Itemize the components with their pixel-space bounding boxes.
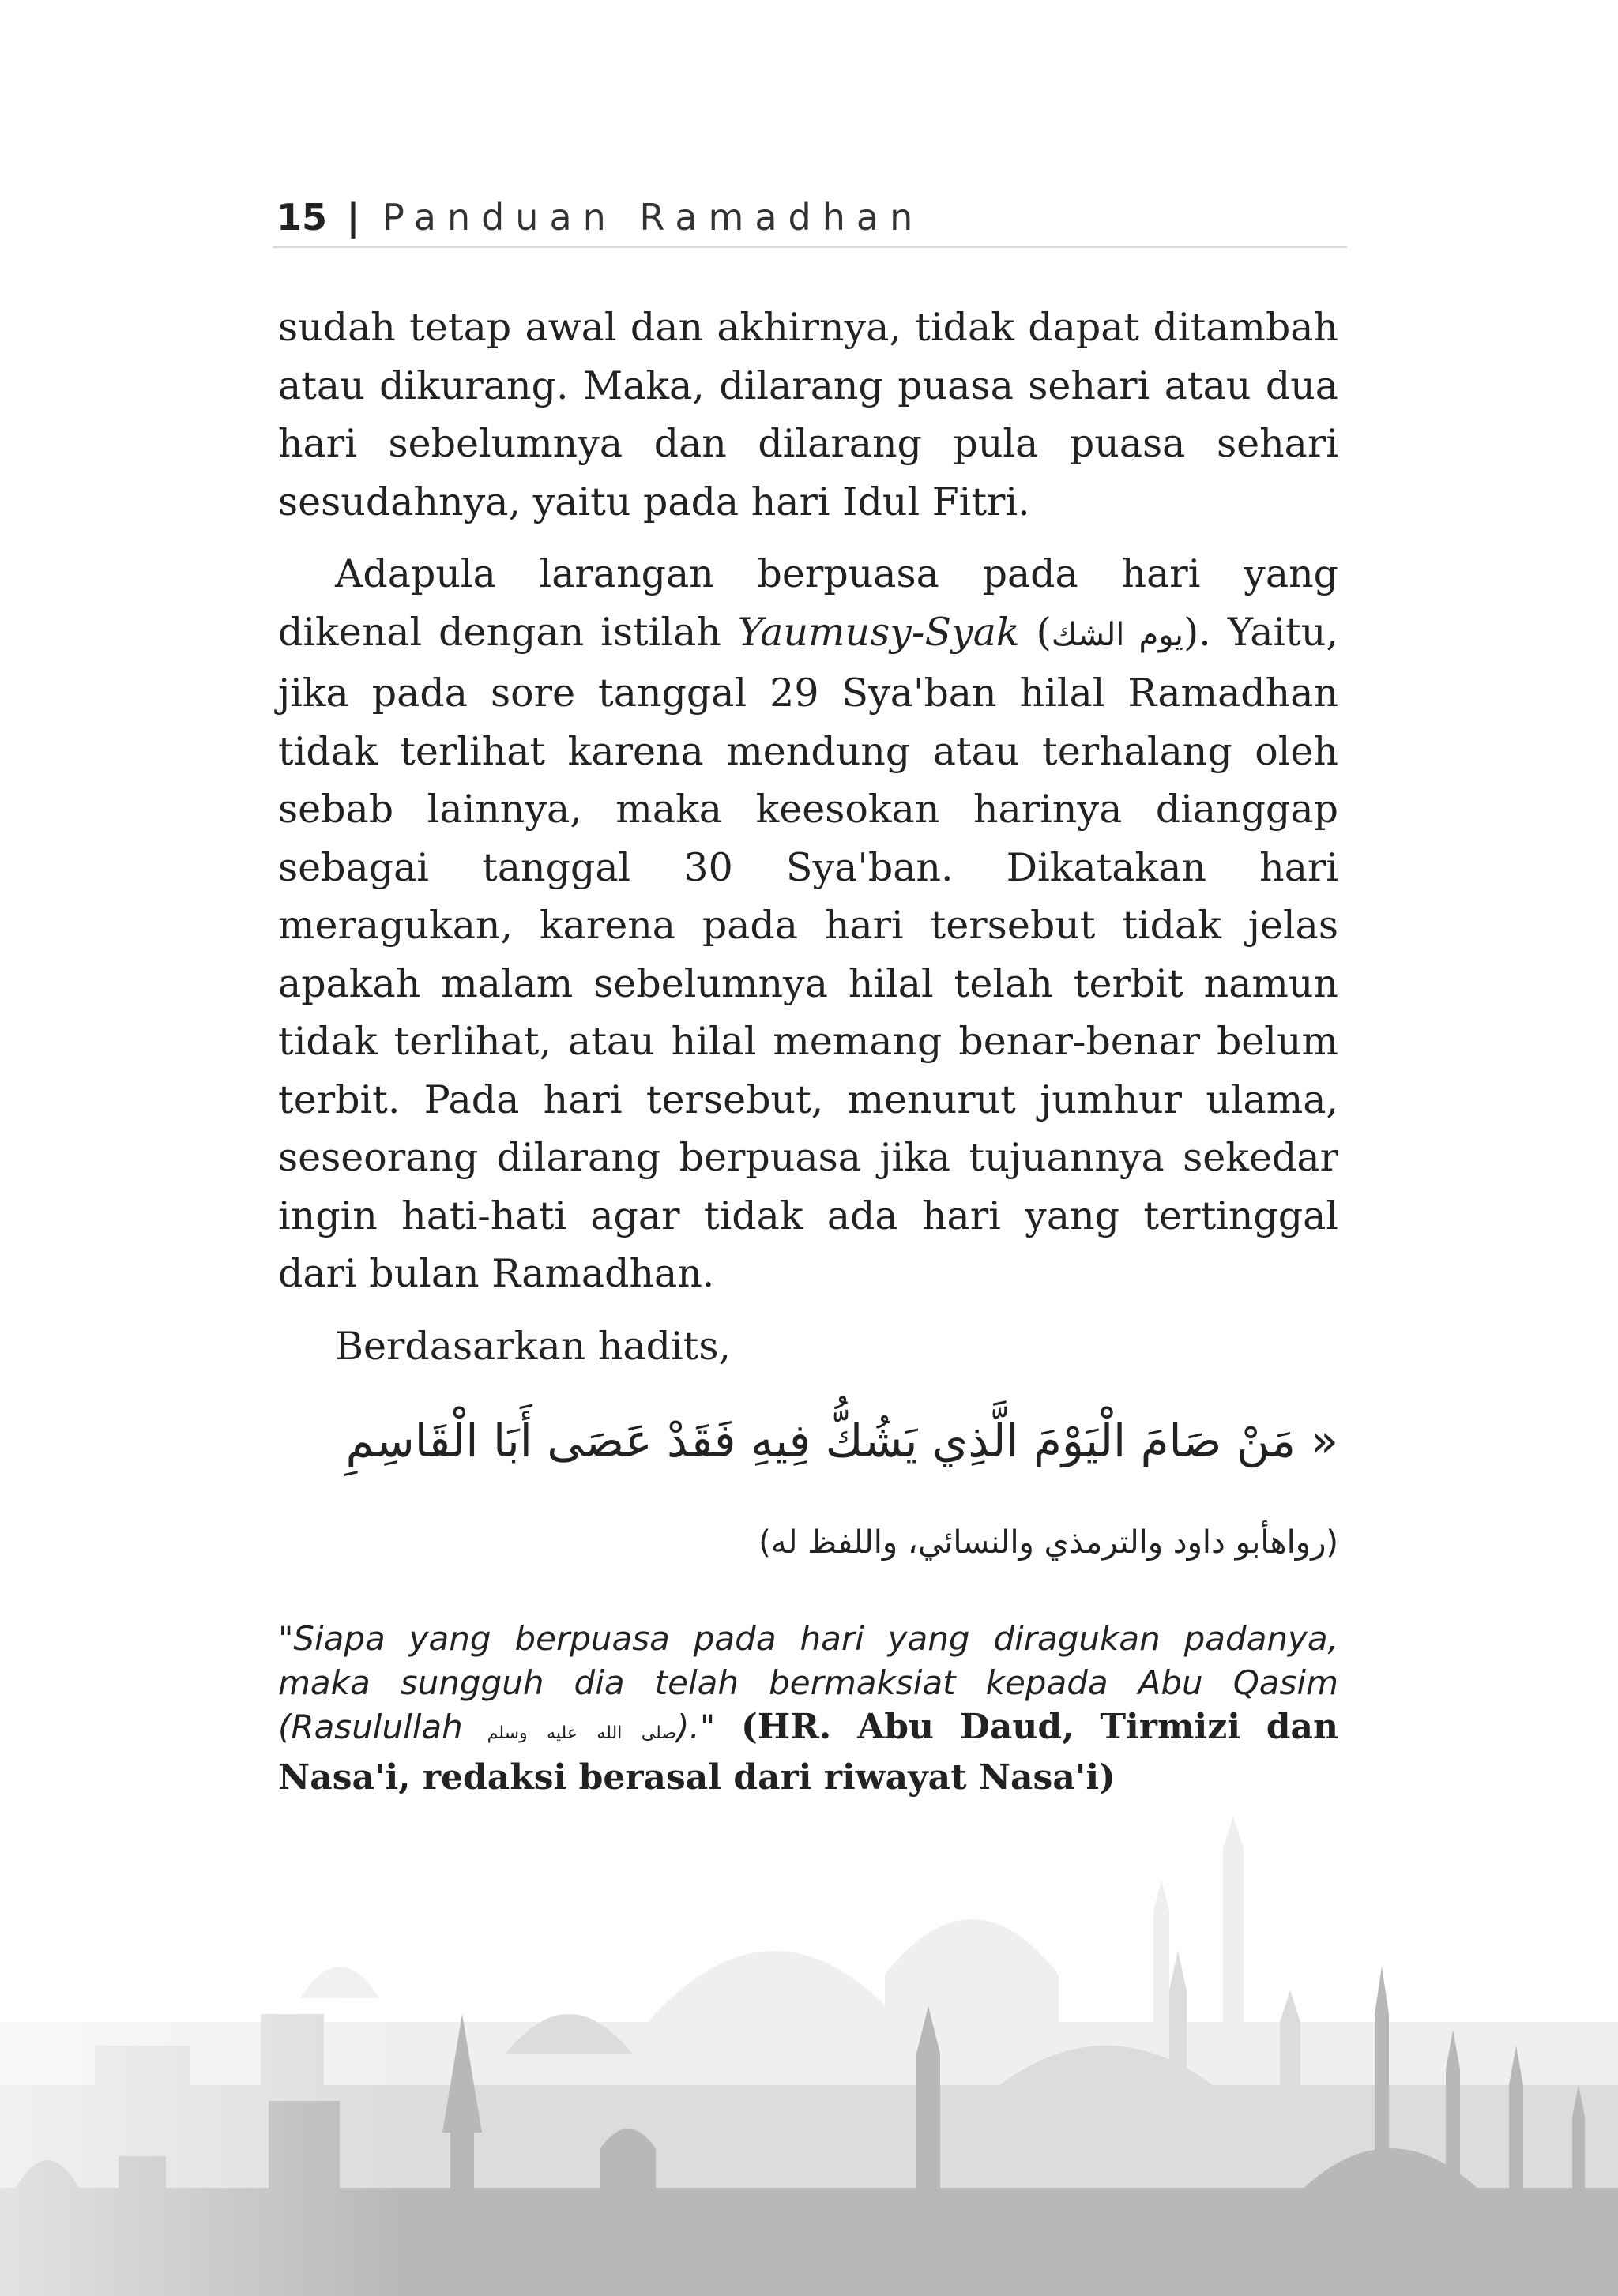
page-number: 15 <box>277 196 328 239</box>
hadith-translation <box>278 1617 1338 1800</box>
city-skyline-silhouette-icon <box>0 1817 1618 2296</box>
translation-close: )." <box>676 1708 716 1746</box>
book-title: Panduan Ramadhan <box>382 196 924 239</box>
term-arabic: يوم الشك <box>1051 616 1184 653</box>
hadith-reference: (HR. Abu Daud, Tirmizi dan Nasa'i, redaksi berasal dari riwayat Nasa'i) <box>278 1707 1338 1798</box>
paragraph-2-start: Adapula larangan berpuasa pada hari yang dikenal dengan istilah <box>278 551 1338 655</box>
paragraph-2 <box>278 545 1338 1303</box>
translation-text: "Siapa yang berpuasa pada hari yang diragukan padanya, maka sungguh dia telah bermaksiat kepada Abu Qasim (Rasulullah <box>278 1619 1338 1746</box>
paragraph-1: sudah tetap awal dan akhirnya, tidak dapat ditambah atau dikurang. Maka, dilarang puasa sehari atau dua hari sebelumnya dan dilarang pula puasa sehari sesudahnya, yaitu pada hari Idul Fitri. <box>278 305 1338 524</box>
page-header <box>277 196 1347 243</box>
header-divider <box>273 246 1347 248</box>
term-yaumusy-syak: Yaumusy-Syak <box>737 609 1020 655</box>
main-content <box>278 299 1338 1800</box>
paragraph-3: Berdasarkan hadits, <box>335 1323 732 1369</box>
honorific-saw: صلى الله عليه وسلم <box>487 1723 677 1743</box>
hadith-source-arabic: (رواهأبو داود والترمذي والنسائي، واللفظ له) <box>758 1524 1338 1561</box>
paren-open: ( <box>1019 609 1052 655</box>
paragraph-2-rest: ). Yaitu, jika pada sore tanggal 29 Sya'ban hilal Ramadhan tidak terlihat karena mendung atau terhalang oleh sebab lainnya, maka keesokan harinya dianggap sebagai tanggal 30 Sya'ban. Dikatakan hari meragukan, karena pada hari tersebut tidak jelas apakah malam sebelumnya hilal telah terbit namun tidak terlihat, atau hilal memang benar-benar belum terbit. Pada hari tersebut, menurut jumhur ulama, seseorang dilarang berpuasa jika tujuannya sekedar ingin hati-hati agar tidak ada hari yang tertinggal dari bulan Ramadhan. <box>278 609 1338 1296</box>
header-separator: | <box>346 196 360 239</box>
hadith-arabic: « مَنْ صَامَ الْيَوْمَ الَّذِي يَشُكُّ فِيهِ فَقَدْ عَصَى أَبَا الْقَاسِمِ <box>345 1414 1338 1467</box>
